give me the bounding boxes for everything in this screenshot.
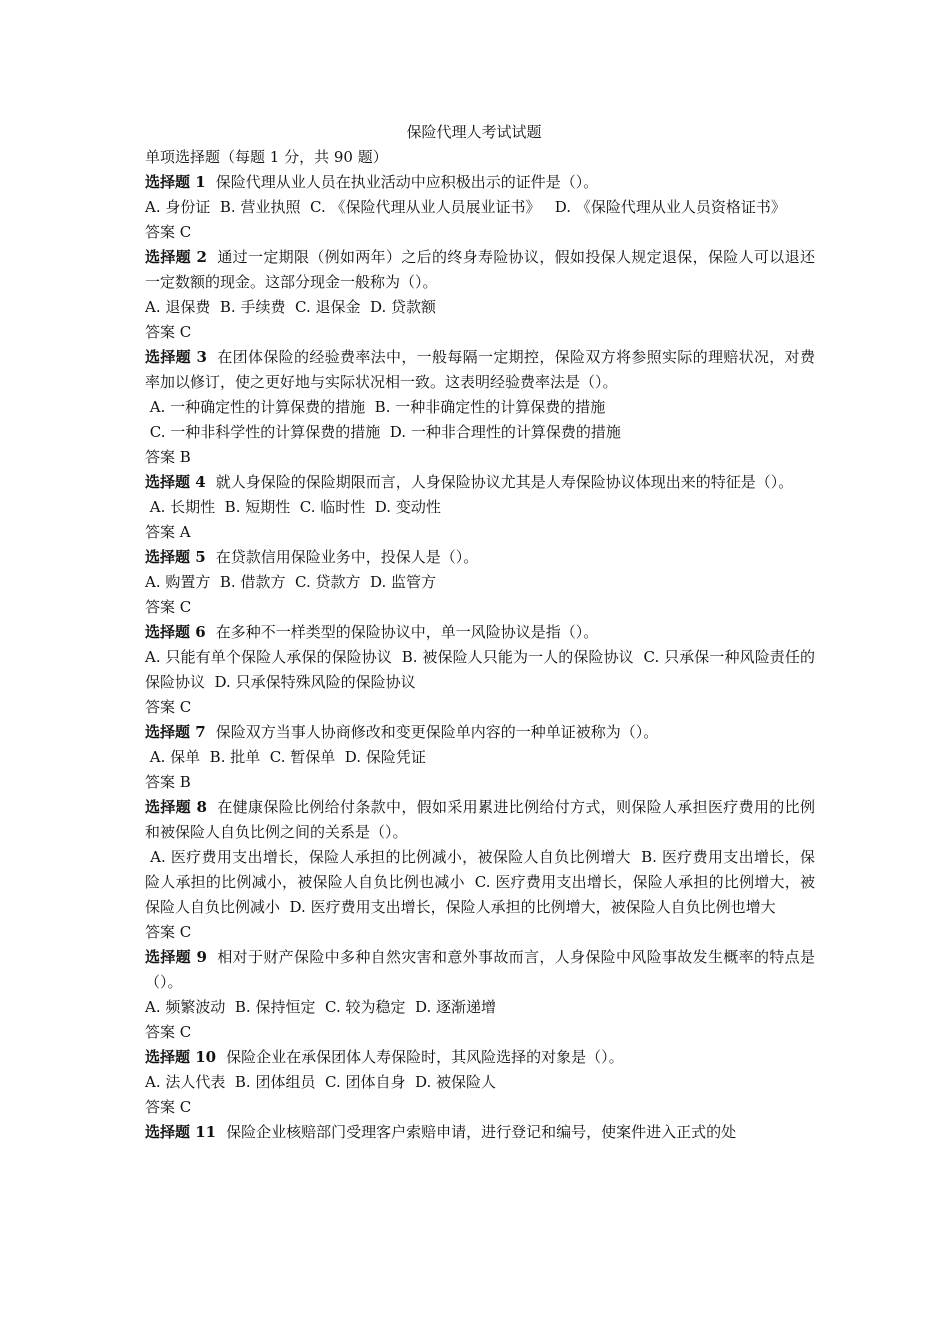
question-item [145, 545, 815, 570]
question-label: 选择题 [145, 798, 191, 816]
question-number: 8 [191, 798, 207, 816]
question-item [145, 470, 815, 495]
question-text: 就人身保险的保险期限而言，人身保险协议尤其是人寿保险协议体现出来的特征是（）。 [215, 473, 794, 491]
answer-line: 答案 C [145, 923, 192, 941]
question-options: A. 身份证 B. 营业执照 C. 《保险代理从业人员展业证书》 D. 《保险代理从业人员资格证书》 [145, 198, 786, 216]
question-label: 选择题 [145, 1123, 191, 1141]
question-item [145, 1120, 815, 1145]
question-item [145, 345, 815, 395]
question-options: A. 长期性 B. 短期性 C. 临时性 D. 变动性 [145, 498, 441, 516]
question-text: 保险企业核赔部门受理客户索赔申请，进行登记和编号，使案件进入正式的处 [226, 1123, 737, 1141]
question-options: A. 退保费 B. 手续费 C. 退保金 D. 贷款额 [145, 298, 437, 316]
question-list [145, 170, 815, 1145]
answer-line: 答案 B [145, 448, 191, 466]
question-item [145, 170, 815, 195]
question-text: 在多种不一样类型的保险协议中，单一风险协议是指（）。 [215, 623, 599, 641]
question-number: 2 [191, 248, 207, 266]
answer-line: 答案 C [145, 698, 192, 716]
question-options: C. 一种非科学性的计算保费的措施 D. 一种非合理性的计算保费的措施 [145, 423, 621, 441]
answer-line: 答案 B [145, 773, 191, 791]
answer-line: 答案 C [145, 223, 192, 241]
question-options: A. 只能有单个保险人承保的保险协议 B. 被保险人只能为一人的保险协议 C. 只承保一种风险责任的保险协议 D. 只承保特殊风险的保险协议 [145, 648, 815, 691]
answer-line: 答案 C [145, 323, 192, 341]
question-item [145, 720, 815, 745]
question-text: 通过一定期限（例如两年）之后的终身寿险协议，假如投保人规定退保，保险人可以退还一定数额的现金。这部分现金一般称为（）。 [145, 248, 815, 291]
question-text: 保险代理从业人员在执业活动中应积极出示的证件是（）。 [215, 173, 599, 191]
question-number: 5 [190, 548, 206, 566]
question-label: 选择题 [145, 948, 191, 966]
question-options: A. 购置方 B. 借款方 C. 贷款方 D. 监管方 [145, 573, 437, 591]
question-item [145, 795, 815, 845]
answer-line: 答案 A [145, 523, 191, 541]
question-number: 1 [190, 173, 206, 191]
question-number: 11 [190, 1123, 217, 1141]
answer-line: 答案 C [145, 598, 192, 616]
question-text: 保险企业在承保团体人寿保险时，其风险选择的对象是（）。 [226, 1048, 624, 1066]
question-item [145, 245, 815, 295]
section-header: 单项选择题（每题 1 分，共 90 题） [145, 148, 388, 166]
question-number: 9 [191, 948, 207, 966]
question-text: 在健康保险比例给付条款中，假如采用累进比例给付方式，则保险人承担医疗费用的比例和被保险人自负比例之间的关系是（）。 [145, 798, 815, 841]
question-item [145, 1045, 815, 1070]
question-label: 选择题 [145, 248, 191, 266]
question-label: 选择题 [145, 173, 191, 191]
answer-line: 答案 C [145, 1023, 192, 1041]
question-number: 4 [190, 473, 206, 491]
question-label: 选择题 [145, 348, 191, 366]
question-options: A. 医疗费用支出增长，保险人承担的比例减小，被保险人自负比例增大 B. 医疗费用支出增长，保险人承担的比例减小，被保险人自负比例也减小 C. 医疗费用支出增长，保险人承担的比例增大，被保险人自负比例减小 D. 医疗费用支出增长，保险人承担的比例增大，被保险人自负比例也增大 [145, 848, 815, 916]
question-label: 选择题 [145, 548, 191, 566]
answer-line: 答案 C [145, 1098, 192, 1116]
question-text: 相对于财产保险中多种自然灾害和意外事故而言，人身保险中风险事故发生概率的特点是（）。 [145, 948, 815, 991]
question-text: 保险双方当事人协商修改和变更保险单内容的一种单证被称为（）。 [215, 723, 659, 741]
question-number: 3 [191, 348, 207, 366]
question-text: 在团体保险的经验费率法中，一般每隔一定期控，保险双方将参照实际的理赔状况，对费率加以修订，使之更好地与实际状况相一致。这表明经验费率法是（）。 [145, 348, 815, 391]
question-label: 选择题 [145, 1048, 191, 1066]
question-options: A. 法人代表 B. 团体组员 C. 团体自身 D. 被保险人 [145, 1073, 497, 1091]
question-item [145, 945, 815, 995]
question-item [145, 620, 815, 645]
question-number: 10 [190, 1048, 217, 1066]
question-number: 7 [190, 723, 206, 741]
question-options: A. 频繁波动 B. 保持恒定 C. 较为稳定 D. 逐渐递增 [145, 998, 497, 1016]
question-label: 选择题 [145, 623, 191, 641]
document-page [145, 120, 815, 1145]
question-options: A. 保单 B. 批单 C. 暂保单 D. 保险凭证 [145, 748, 426, 766]
page-title: 保险代理人考试试题 [406, 123, 542, 141]
question-text: 在贷款信用保险业务中，投保人是（）。 [215, 548, 479, 566]
question-options: A. 一种确定性的计算保费的措施 B. 一种非确定性的计算保费的措施 [145, 398, 606, 416]
question-label: 选择题 [145, 723, 191, 741]
question-label: 选择题 [145, 473, 191, 491]
question-number: 6 [190, 623, 206, 641]
